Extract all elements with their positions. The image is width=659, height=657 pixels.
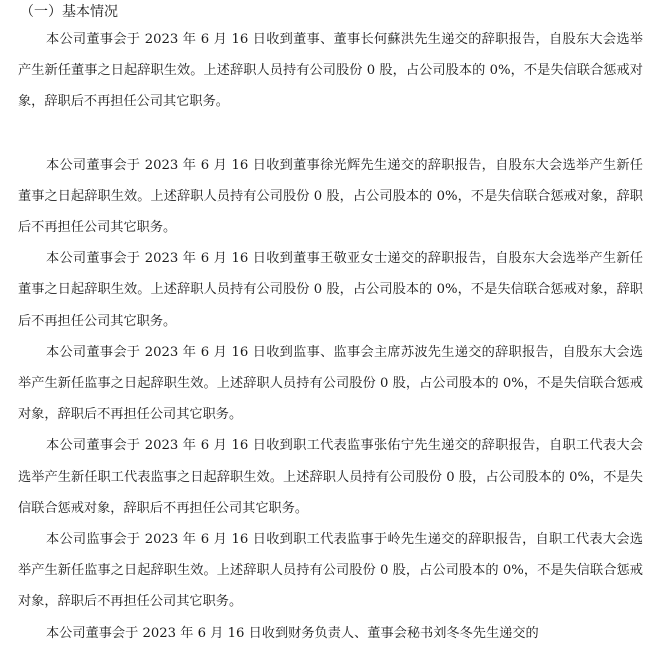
paragraph-resignation-employee-supervisor-zhang: 本公司董事会于 2023 年 6 月 16 日收到职工代表监事张佑宁先生递交的辞职报告，自职工代表大会选举产生新任职工代表监事之日起辞职生效。上述辞职人员持有公司股份 0 股，占公司股本的 0%，不是失信联合惩戒对象，辞职后不再担任公司其它职务。 [18,438,643,516]
paragraph-resignation-supervisor-su: 本公司董事会于 2023 年 6 月 16 日收到监事、监事会主席苏波先生递交的辞职报告，自股东大会选举产生新任监事之日起辞职生效。上述辞职人员持有公司股份 0 股，占公司股本的 0%，不是失信联合惩戒对象，辞职后不再担任公司其它职务。 [18,344,643,423]
paragraph-resignation-director-wang: 本公司董事会于 2023 年 6 月 16 日收到董事王敬亚女士递交的辞职报告，自股东大会选举产生新任董事之日起辞职生效。上述辞职人员持有公司股份 0 股，占公司股本的 0%，不是失信联合惩戒对象，辞职后不再担任公司其它职务。 [18,251,643,329]
paragraph-resignation-employee-supervisor-yu: 本公司监事会于 2023 年 6 月 16 日收到职工代表监事于岭先生递交的辞职报告，自职工代表大会选举产生新任监事之日起辞职生效。上述辞职人员持有公司股份 0 股，占公司股本的 0%，不是失信联合惩戒对象，辞职后不再担任公司其它职务。 [18,532,643,610]
paragraph-resignation-cfo-secretary-liu: 本公司董事会于 2023 年 6 月 16 日收到财务负责人、董事会秘书刘冬冬先生递交的 [46,625,539,641]
section-heading: （一）基本情况 [20,4,118,20]
paragraph-spacer [18,118,643,150]
paragraph-resignation-director-xu: 本公司董事会于 2023 年 6 月 16 日收到董事徐光辉先生递交的辞职报告，自股东大会选举产生新任董事之日起辞职生效。上述辞职人员持有公司股份 0 股，占公司股本的 0%，不是失信联合惩戒对象，辞职后不再担任公司其它职务。 [18,157,643,236]
paragraph-resignation-chairman: 本公司董事会于 2023 年 6 月 16 日收到董事、董事长何蘇洪先生递交的辞职报告，自股东大会选举产生新任董事之日起辞职生效。上述辞职人员持有公司股份 0 股，占公司股本的 0%，不是失信联合惩戒对象，辞职后不再担任公司其它职务。 [18,32,643,110]
document-body [18,0,643,649]
